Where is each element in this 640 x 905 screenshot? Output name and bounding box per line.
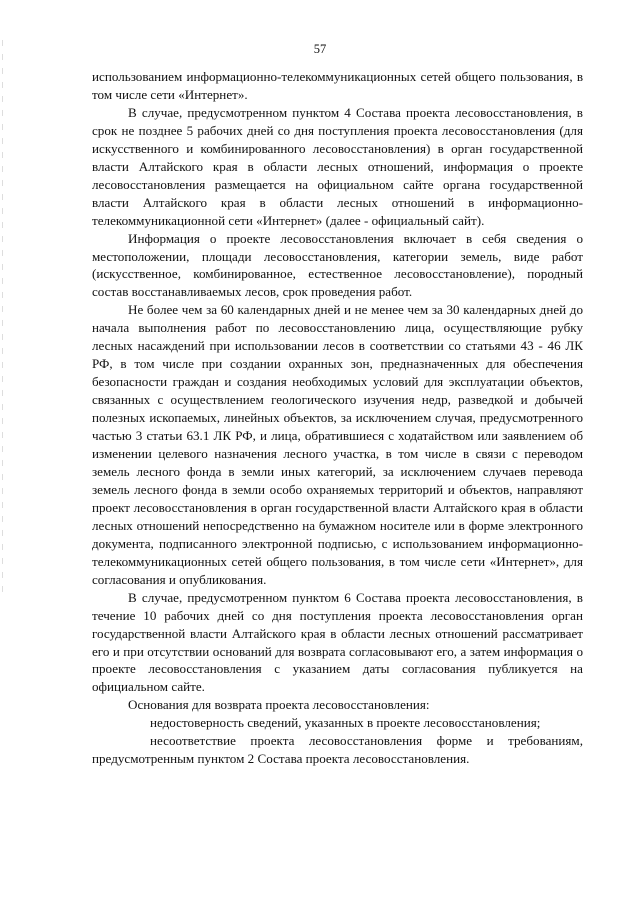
list-item-unreliable-data: недостоверность сведений, указанных в проекте лесовосстановления; <box>150 715 541 731</box>
paragraph-return-grounds-heading: Основания для возврата проекта лесовосстановления: <box>128 697 430 713</box>
paragraph-review-procedure: В случае, предусмотренном пунктом 6 Состава проекта лесовосстановления, в течение 10 рабочих дней со дня поступления проекта лесовосстановления орган государственной власти Алтайского края в области лесных отношений рассматривает его и при отсутствии оснований для возврата согласовывают его, а затем информация о проекте лесовосстановления с указанием даты согласования публикуется на официальном сайте. <box>92 589 583 695</box>
paragraph-publication-rule: В случае, предусмотренном пунктом 4 Состава проекта лесовосстановления, в срок не позднее 5 рабочих дней со дня поступления проекта лесовосстановления (для искусственного и комбинированного лесовосстановления) в орган государственной власти Алтайского края в области лесных отношений, информация о проекте лесовосстановления размещается на официальном сайте органа государственной власти Алтайского края в области лесных отношений в информационно-телекоммуникационной сети «Интернет» (далее - официальный сайт). <box>92 104 583 228</box>
paragraph-continuation: использованием информационно-телекоммуникационных сетей общего пользования, в том числе сети «Интернет». <box>92 69 583 102</box>
paragraph-submission-deadline: Не более чем за 60 календарных дней и не менее чем за 30 календарных дней до начала выполнения работ по лесовосстановлению лица, осуществляющие рубку лесных насаждений при использовании лесов в соответствии со статьями 43 - 46 ЛК РФ, в том числе при создании охранных зон, предназначенных для обеспечения безопасности граждан и создания необходимых условий для эксплуатации объектов, связанных с осуществлением геологического изучения недр, разведкой и добычей полезных ископаемых, линейных объектов, за исключением случая, предусмотренного частью 3 статьи 63.1 ЛК РФ, и лица, обратившиеся с ходатайством или заявлением об изменении целевого назначения лесного участка, в том числе в связи с переводом земель лесного фонда в земли иных категорий, за исключением случаев перевода земель лесного фонда в земли особо охраняемых территорий и объектов, направляют проект лесовосстановления в орган государственной власти Алтайского края в области лесных отношений непосредственно на бумажном носителе или в форме электронного документа, подписанного электронной подписью, с использованием информационно-телекоммуникационных сетей общего пользования, в том числе сети «Интернет», для согласования и опубликования. <box>92 302 583 587</box>
list-item-form-mismatch: несоответствие проекта лесовосстановления форме и требованиям, предусмотренным пунктом 2 Состава проекта лесовосстановления. <box>92 733 583 767</box>
document-body <box>92 68 583 768</box>
page-number: 57 <box>313 42 327 56</box>
paragraph-project-info: Информация о проекте лесовосстановления включает в себя сведения о местоположении, площади лесовосстановления, категории земель, виде работ (искусственное, комбинированное, естественное лесовосстановление), породный состав восстанавливаемых лесов, срок проведения работ. <box>92 230 583 300</box>
scan-edge-mark <box>2 40 3 600</box>
